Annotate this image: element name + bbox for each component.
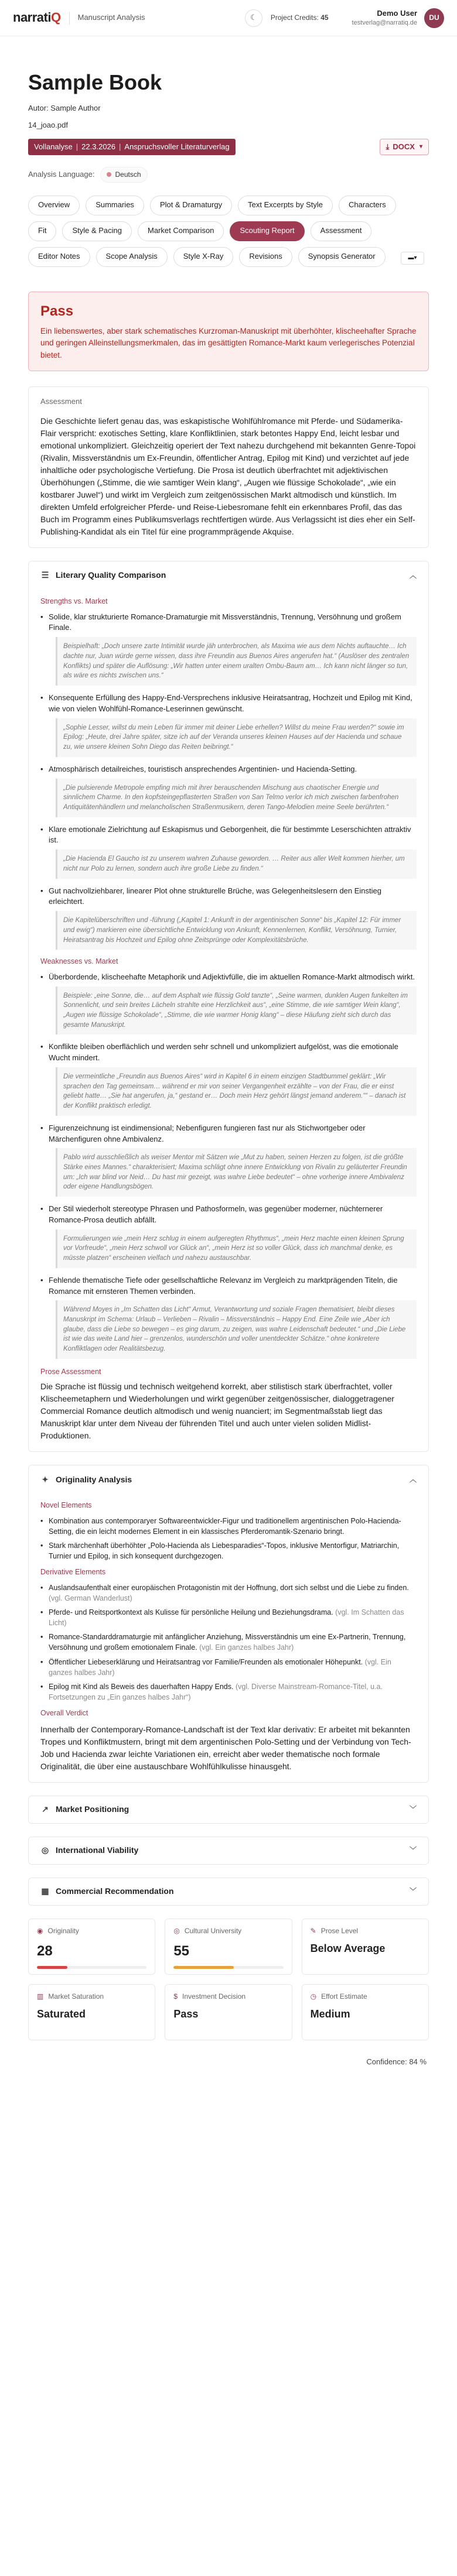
tab-scope-analysis[interactable]: Scope Analysis	[96, 247, 168, 267]
derivative-note: (vgl. Diverse Mainstream-Romance-Titel, u.a. Fortsetzungen zu „Ein ganzes halbes Jahr“)	[49, 1682, 383, 1701]
flag-icon: ▬▾	[408, 254, 417, 261]
export-label: DOCX	[393, 142, 415, 151]
novel-text: Stark märchenhaft überhöhter „Polo-Hacienda als Liebesparadies“-Topos, inklusive Mentorfigur, Matriarchin, Turnier und Epilog, in sich konsequent durchgezogen.	[49, 1542, 400, 1561]
metric-value: Pass	[173, 2008, 199, 2020]
commercial-recommendation-title: Commercial Recommendation	[56, 1886, 174, 1896]
international-viability-title: International Viability	[56, 1845, 139, 1855]
metric-value: Saturated	[37, 2008, 86, 2020]
list-item	[40, 824, 417, 879]
globe-icon: ◎	[173, 1926, 180, 1935]
confidence-score: Confidence: 84 %	[366, 2057, 427, 2066]
tab-market-comparison[interactable]: Market Comparison	[138, 221, 224, 241]
list-item	[40, 693, 417, 757]
saturation-metric	[28, 1984, 155, 2040]
strength-text: Atmosphärisch detailreiches, touristisch ansprechendes Argentinien- und Hacienda-Setting.	[49, 764, 357, 773]
user-email: testverlag@narratiq.de	[352, 19, 417, 26]
bullet: •	[40, 1682, 43, 1691]
flag-toggle[interactable]	[401, 252, 424, 265]
weakness-text: Konflikte bleiben oberflächlich und werden sehr schnell und unkompliziert aufgelöst, was die emotionale Wucht mindert.	[49, 1042, 398, 1063]
trend-icon: ↗	[42, 1804, 49, 1814]
assessment-card	[28, 386, 429, 548]
effort-metric	[302, 1984, 429, 2040]
overall-verdict-text: Innerhalb der Contemporary-Romance-Landschaft ist der Text klar derivativ: Er arbeitet mit bekannten Tropes und Konfliktmustern, bringt mit dem argentinischen Polo-Setting und der Verbindung von Tech-Job und Hacienda zwar leichte Variationen ein, erreicht aber weder thematische noch formale Originalität, die über eine austauschbare Wohlfühlkulisse hinausgeht.	[40, 1724, 411, 1771]
tab-summaries[interactable]: Summaries	[86, 196, 144, 215]
literary-quality-header[interactable]	[29, 561, 428, 590]
tab-scouting-report[interactable]: Scouting Report	[230, 221, 304, 241]
chevron-down-icon: ﹀	[409, 1805, 417, 1814]
metric-value: 28	[37, 1943, 53, 1960]
metrics-grid	[28, 1919, 429, 2040]
metric-label: Cultural University	[184, 1926, 242, 1935]
bullet: •	[40, 886, 43, 895]
international-viability-section[interactable]	[28, 1837, 429, 1865]
metric-value: Below Average	[310, 1943, 386, 1955]
verdict-text: Ein liebenswertes, aber stark schematisches Kurzroman-Manuskript mit überhöhter, klischeehafter Sprache und geringen Alleinstellungsmerkmalen, das im gesättigten Romance-Markt kaum verlegerisches Potenzial bietet.	[40, 327, 417, 359]
download-icon: ⤓	[386, 142, 390, 151]
market-positioning-title: Market Positioning	[56, 1804, 129, 1814]
strength-text: Solide, klar strukturierte Romance-Dramaturgie mit Missverständnis, Trennung, Versöhnung und großem Finale.	[49, 612, 401, 632]
progress-fill	[173, 1966, 234, 1969]
tab-fit[interactable]: Fit	[28, 221, 56, 241]
novel-elements-label: Novel Elements	[40, 1501, 92, 1510]
clock-icon: ◷	[310, 1992, 317, 2000]
chart-icon: ▥	[37, 1992, 44, 2000]
originality-header[interactable]	[29, 1465, 428, 1493]
list-item	[40, 1204, 417, 1268]
originality-body	[29, 1493, 428, 1782]
strength-quote: Beispielhaft: „Doch unsere zarte Intimität wurde jäh unterbrochen, als Maxima wie aus dem Nichts auftauchte… Ich dachte nur, Juan würde gerne wissen, dass ihre Freundin aus Buenos Aires angerufen hat.“ (Auslöser des zentralen Konflikts) und später die Auflösung: „Wir hatten unter einem uralten Ombu-Baum am… Ich kann nicht länger so tun, als wäre es nichts zwischen uns.“	[56, 637, 417, 686]
status-badge	[28, 139, 236, 155]
tab-assessment[interactable]: Assessment	[311, 221, 372, 241]
language-value: Deutsch	[115, 170, 141, 179]
list-item	[40, 1516, 417, 1537]
sparkle-icon: ✦	[42, 1474, 49, 1484]
file-name: 14_joao.pdf	[28, 120, 68, 129]
theme-toggle-button[interactable]	[245, 9, 262, 27]
target-icon: ◉	[37, 1926, 43, 1935]
bullet: •	[40, 1123, 43, 1132]
tab-revisions[interactable]: Revisions	[239, 247, 292, 267]
strength-quote: Die Kapitelüberschriften und -führung („Kapitel 1: Ankunft in der argentinischen Sonne“ bis „Kapitel 12: Für immer und ewig“) markieren eine übersichtliche Entwicklung von Ankunft, Kennenlernen, Konflikt, Versöhnung, Turnier, Heiratsantrag bis Hochzeit und Epilog ohne Zeitsprünge oder Komplexitätsbrüche.	[56, 911, 417, 950]
bullet: •	[40, 612, 43, 621]
language-select[interactable]	[100, 167, 147, 183]
prose-assessment-text: Die Sprache ist flüssig und technisch weitgehend korrekt, aber stilistisch stark überfrachtet, voller Klischeemetaphern und Wiederholungen und wirkt gegenüber zeitgenössischer, dialoggetragener Commercial Romance deutlich altmodisch und wenig nuanciert; im Segmentmaßstab liegt das Manuskript klar unter dem Niveau der führenden Titel und auch unter vielen soliden Midlist-Produktionen.	[40, 1382, 394, 1441]
tab-style-xray[interactable]: Style X-Ray	[173, 247, 234, 267]
status-genre: Anspruchsvoller Literaturverlag	[124, 142, 230, 151]
strengths-label: Strengths vs. Market	[40, 597, 108, 606]
literary-quality-section	[28, 561, 429, 1452]
building-icon: ▦	[41, 1886, 49, 1896]
globe-icon: ◎	[41, 1845, 49, 1855]
weakness-quote: Formulierungen wie „mein Herz schlug in einem aufgeregten Rhythmus“, „mein Herz machte einen kleinen Sprung vor Vorfreude“, „mein Herz schwoll vor Glück an“, „mein Herz ist so voller Glück, dass ich manchmal denke, es müsste platzen“ erscheinen vielfach und nahezu austauschbar.	[56, 1229, 417, 1268]
derivative-note: (vgl. Im Schatten das Licht)	[49, 1608, 404, 1628]
bullet: •	[40, 972, 43, 981]
bullet: •	[40, 1275, 43, 1284]
weakness-text: Fehlende thematische Tiefe oder gesellschaftliche Relevanz im Vergleich zu marktprägenden Titeln, die Romance mit ernsteren Themen verbinden.	[49, 1275, 398, 1296]
tab-style-pacing[interactable]: Style & Pacing	[62, 221, 132, 241]
literary-quality-title: Literary Quality Comparison	[56, 570, 166, 580]
list-item	[40, 1123, 417, 1197]
tab-text-excerpts[interactable]: Text Excerpts by Style	[238, 196, 333, 215]
bullet: •	[40, 1583, 43, 1592]
originality-progress	[37, 1966, 146, 1969]
credits-label: Project Credits:	[270, 13, 319, 22]
verdict-title: Pass	[40, 303, 74, 319]
list-item	[40, 1657, 417, 1678]
derivative-text: Öffentlicher Liebeserklärung und Heiratsantrag vor Familie/Freunden als emotionaler Höhepunkt.	[49, 1657, 363, 1666]
list-item	[40, 1275, 417, 1359]
progress-fill	[37, 1966, 67, 1969]
chevron-up-icon: ︿	[409, 1475, 417, 1484]
tab-synopsis-generator[interactable]: Synopsis Generator	[298, 247, 386, 267]
metric-label: Originality	[47, 1926, 79, 1935]
language-row	[28, 167, 429, 183]
weakness-text: Figurenzeichnung ist eindimensional; Nebenfiguren fungieren fast nur als Stichwortgeber oder Märchenfiguren ohne Ambivalenz.	[49, 1123, 366, 1143]
commercial-recommendation-section[interactable]	[28, 1878, 429, 1906]
originality-title: Originality Analysis	[56, 1474, 132, 1484]
status-separator: |	[119, 142, 121, 151]
derivative-note: (vgl. Ein ganzes halbes Jahr)	[49, 1657, 391, 1677]
main-content	[0, 68, 457, 2067]
derivative-note: (vgl. German Wanderlust)	[49, 1594, 132, 1602]
export-docx-button[interactable]	[380, 139, 429, 155]
bullet: •	[40, 1204, 43, 1214]
weaknesses-label: Weaknesses vs. Market	[40, 957, 118, 966]
metric-label: Investment Decision	[182, 1992, 246, 2000]
book-icon: ☰	[41, 570, 49, 580]
verdict-box	[28, 292, 429, 371]
status-state: Vollanalyse	[34, 142, 73, 151]
language-label: Analysis Language:	[28, 170, 95, 179]
logo[interactable]	[13, 9, 61, 27]
chevron-down-icon: ﹀	[409, 1887, 417, 1896]
weakness-text: Der Stil wiederholt stereotype Phrasen und Pathosformeln, was gegenüber moderner, nüchternerer Romance-Prosa deutlich abfällt.	[49, 1204, 383, 1224]
credits-value: 45	[320, 13, 329, 22]
bullet: •	[40, 1042, 43, 1051]
strength-quote: „Die Hacienda El Gaucho ist zu unserem wahren Zuhause geworden. … Reiter aus aller Welt kommen hierher, um nicht nur Polo zu lernen, sondern auch ihre große Liebe zu finden.“	[56, 849, 417, 878]
tab-bar	[28, 196, 429, 267]
pen-icon: ✎	[310, 1926, 316, 1935]
status-separator: |	[76, 142, 79, 151]
list-item	[40, 1632, 417, 1653]
author-line: Autor: Sample Author	[28, 104, 101, 113]
derivative-text: Romance-Standarddramaturgie mit anfänglicher Anziehung, Missverständnis um eine Ex-Partnerin, Trennung, Versöhnung und großem emotionalem Finale.	[49, 1633, 406, 1652]
weaknesses-list	[40, 972, 417, 1359]
assessment-label: Assessment	[40, 396, 82, 406]
metric-label: Effort Estimate	[321, 1992, 367, 2000]
user-name: Demo User	[377, 8, 417, 18]
list-item	[40, 1607, 417, 1628]
tab-plot-dramaturgy[interactable]: Plot & Dramaturgy	[150, 196, 232, 215]
cultural-progress	[173, 1966, 283, 1969]
originality-section	[28, 1465, 429, 1782]
metric-label: Prose Level	[320, 1926, 359, 1935]
bullet: •	[40, 1657, 43, 1666]
derivative-text: Auslandsaufenthalt einer europäischen Protagonistin mit der Hoffnung, dort sich selbst und die Liebe zu finden.	[49, 1583, 409, 1592]
language-flag-icon	[107, 172, 111, 177]
list-item	[40, 972, 417, 1035]
list-item	[40, 886, 417, 950]
bullet: •	[40, 824, 43, 834]
project-credits	[271, 13, 329, 23]
bullet: •	[40, 1542, 43, 1550]
weakness-quote: Während Moyes in „Im Schatten das Licht“ Armut, Verantwortung und soziale Fragen thematisiert, bleibt dieses Manuskript im Schema: Urlaub – Verlieben – Rivalin – Missverständnis – Happy End. Eine Zeile wie „Aber ich glaube, dass die Liebe so bewegen – es ging darum, zu zeigen, was wahre Leidenschaft bedeutet.“ und „Die Liebe ist wie das weite Land hier – grenzenlos, wunderschön und voller unentdeckter Schätze.“ ohne konkretere Konfliktlagen oder Realitätsbezug.	[56, 1300, 417, 1358]
list-item	[40, 764, 417, 817]
investment-metric	[165, 1984, 292, 2040]
metric-label: Market Saturation	[48, 1992, 104, 2000]
bullet: •	[40, 1608, 43, 1617]
list-item	[40, 1540, 417, 1561]
tab-characters[interactable]: Characters	[339, 196, 396, 215]
assessment-text: Die Geschichte liefert genau das, was eskapistische Wohlfühlromance mit Pferde- und Südamerika-Flair verspricht: exotisches Setting, klare Konfliktlinien, stark betontes Happy End, leicht lesbar und emotional unkompliziert. Gleichzeitig operiert der Text nahezu durchgehend mit bekannten Genre-Topoi (Rivalin, Missverständnis um Ex-Freundin, öffentlicher Antrag, Epilog mit Kind) und verzichtet auf jede inhaltliche oder psychologische Vertiefung. Die Prosa ist deutlich überfrachtet mit adjektivischen Überhöhungen („Stimme, die wie samtiger Wein klang“, „Augen wie flüssige Schokolade“, „wie ein kostbarer Juwel“) und wirkt im Vergleich zum zeitgenössischen Markt altmodisch und künstlich. Im direkten Umfeld erfolgreicher Pferde- und Reise-Liebesromane fehlt ein erkennbares Profil, das das Buch im Programm eines Publikumsverlags rechtfertigen würde. Aus Verlagssicht ist dies eher ein Self-Publishing-Kandidat als ein Titel für eine programmprägende Akquise.	[40, 416, 416, 537]
market-positioning-section[interactable]	[28, 1796, 429, 1824]
status-row	[28, 139, 429, 155]
strength-quote: „Sophie Lesser, willst du mein Leben für immer mit deiner Liebe erhellen? Willst du meine Frau werden?“ sowie im Epilog: „Heute, drei Jahre später, sitze ich auf der Veranda unseres kleinen Hauses auf der Hacienda und schaue zu, wie unsere kleinen Sohn Diego das Reiten beibringt.“	[56, 718, 417, 757]
list-item	[40, 612, 417, 686]
strength-text: Konsequente Erfüllung des Happy-End-Versprechens inklusive Heiratsantrag, Hochzeit und Epilog mit Kind, wie von vielen Wohlfühl-Romance-Leserinnen gewünscht.	[49, 693, 412, 713]
logo-accent: Q	[50, 10, 61, 25]
bullet: •	[40, 1633, 43, 1642]
user-info[interactable]	[352, 8, 417, 28]
strength-text: Klare emotionale Zielrichtung auf Eskapismus und Geborgenheit, die für bestimmte Leserschichten attraktiv ist.	[49, 824, 411, 845]
novel-text: Kombination aus contemporaryer Softwareentwickler-Figur und traditionellem argentinischen Polo-Hacienda-Setting, die ein leicht modernes Element in ein klassisches Pferderomantik-Szenario bringt.	[49, 1516, 401, 1536]
strengths-list	[40, 612, 417, 950]
strength-quote: „Die pulsierende Metropole empfing mich mit ihrer berauschenden Mischung aus chaotischer Energie und sinnlichem Charme. In den kopfsteingepflasterten Straßen von San Telmo verlor ich mich zwischen farbenfrohen Antiquitätenhändlern und melancholischen Straßenmusikern, deren Tango-Melodien meine Seele berührten.“	[56, 779, 417, 817]
chevron-down-icon: ﹀	[409, 1846, 417, 1855]
page-title: Sample Book	[28, 70, 162, 94]
weakness-quote: Beispiele: „eine Sonne, die… auf dem Asphalt wie flüssig Gold tanzte“, „Seine warmen, dunklen Augen funkelten im Sonnenlicht, und sein breites Lächeln strahlte eine Herzlichkeit aus“, „eine Stimme, die wie samtiger Wein klang“, „Augen wie flüssige Schokolade“, „Stimme, die wie warmer Honig klang“ – diese Häufung zieht sich durch das gesamte Manuskript.	[56, 986, 417, 1035]
tab-overview[interactable]: Overview	[28, 196, 80, 215]
top-bar	[0, 0, 457, 36]
derivative-text: Pferde- und Reitsportkontext als Kulisse für persönliche Heilung und Beziehungsdrama.	[49, 1608, 333, 1617]
header-divider	[69, 12, 70, 25]
tab-editor-notes[interactable]: Editor Notes	[28, 247, 90, 267]
logo-main: narrati	[13, 10, 51, 25]
derivative-text: Epilog mit Kind als Beweis des dauerhaften Happy Ends.	[49, 1682, 234, 1691]
app-subtitle: Manuscript Analysis	[77, 13, 145, 22]
prose-level-metric	[302, 1919, 429, 1975]
chevron-down-icon: ▾	[419, 143, 422, 150]
list-item	[40, 1042, 417, 1115]
bullet: •	[40, 693, 43, 702]
overall-verdict-label: Overall Verdict	[40, 1709, 88, 1718]
strength-text: Gut nachvollziehbarer, linearer Plot ohne strukturelle Brüche, was Gelegenheitslesern den Einstieg erleichtert.	[49, 886, 381, 906]
weakness-text: Überbordende, klischeehafte Metaphorik und Adjektivfülle, die im aktuellen Romance-Markt altmodisch wirkt.	[49, 972, 415, 981]
originality-metric	[28, 1919, 155, 1975]
prose-assessment-label: Prose Assessment	[40, 1367, 101, 1376]
chevron-up-icon: ︿	[409, 571, 417, 580]
moon-icon: ☾	[250, 13, 257, 22]
weakness-quote: Pablo wird ausschließlich als weiser Mentor mit Sätzen wie „Mut zu haben, seinen Herzen zu folgen, ist die größte Stärke eines Mannes.“ charakterisiert; Maxima schlägt ohne innere Entwicklung von Rivalin zu geläuterter Freundin um: „Ich war blind vor Neid… Du hast mir gezeigt, was wahre Liebe bedeutet“ – ohne vorherige innere Ambivalenz oder eigene Handlungsbögen.	[56, 1148, 417, 1197]
bullet: •	[40, 764, 43, 773]
dollar-icon: $	[173, 1992, 178, 2000]
literary-quality-body	[29, 590, 428, 1451]
derivative-elements-label: Derivative Elements	[40, 1568, 106, 1577]
avatar[interactable]: DU	[424, 8, 444, 28]
weakness-quote: Die vermeintliche „Freundin aus Buenos Aires“ wird in Kapitel 6 in einem einzigen Stadtbummel geklärt: „Wir sprachen den Tag gemeinsam… während er mir von seiner Vergangenheit erzählte – von der Frau, die er einst geliebt hatte… „Sie hat angerufen, ja,“ gestand er… Doch mein Herz gehört längst jemand anderem.““ – danach ist der Konflikt praktisch erledigt.	[56, 1067, 417, 1116]
metric-value: 55	[173, 1943, 190, 1960]
metric-value: Medium	[310, 2008, 350, 2020]
derivative-note: (vgl. Ein ganzes halbes Jahr)	[199, 1643, 294, 1652]
status-date: 22.3.2026	[81, 142, 116, 151]
list-item	[40, 1582, 417, 1604]
list-item	[40, 1681, 417, 1703]
bullet: •	[40, 1516, 43, 1525]
cultural-metric	[165, 1919, 292, 1975]
